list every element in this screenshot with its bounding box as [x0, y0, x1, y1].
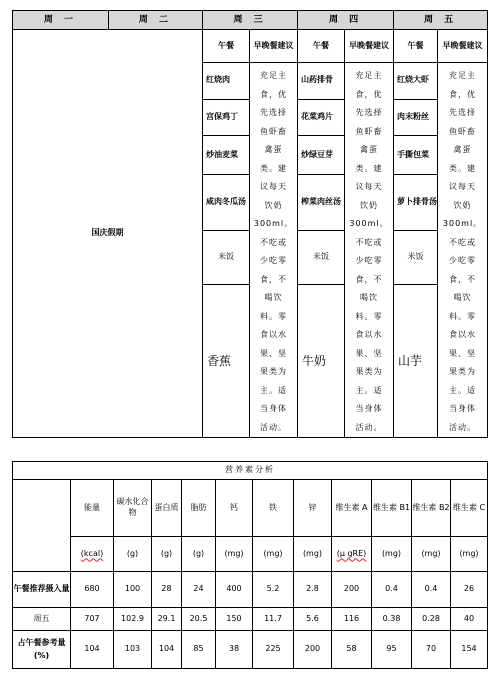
advice-line: 果类为 [260, 367, 287, 376]
fri-advice-header: 早晚餐建议 [438, 30, 488, 63]
nutrient-header-row [13, 480, 488, 537]
advice-line: 充足主 [449, 71, 477, 80]
value-cell: 154 [451, 631, 488, 669]
advice-line: 食，优 [260, 89, 287, 99]
nutrient-header: 维生素 C [451, 480, 488, 537]
advice-line: 禽蛋 [360, 145, 379, 154]
advice-line: 类。建 [355, 163, 383, 173]
thu-dish-3: 炒绿豆芽 [298, 136, 345, 175]
advice-line: 类。建 [260, 163, 287, 173]
advice-line: 果、坚 [260, 348, 287, 358]
value-cell: 102.9 [114, 608, 152, 631]
value-cell: 707 [71, 608, 114, 631]
nutrient-header: 铁 [253, 480, 294, 537]
nutrient-header: 维生素 A [332, 480, 372, 537]
advice-line: 主。适 [449, 385, 477, 395]
value-cell: 400 [216, 572, 253, 608]
value-cell: 5.2 [253, 572, 294, 608]
unit-cell: (g) [114, 537, 152, 572]
day-header-row [13, 11, 488, 30]
unit-cell: (kcal) [71, 537, 114, 572]
value-cell: 95 [372, 631, 412, 669]
value-cell: 29.1 [152, 608, 182, 631]
wed-dish-2: 宫保鸡丁 [203, 99, 250, 136]
value-cell: 58 [332, 631, 372, 669]
advice-line: 先选择 [355, 108, 383, 117]
thu-fruit: 牛奶 [298, 285, 345, 438]
advice-line: 食以水 [355, 330, 383, 339]
advice-line: 不吃或 [355, 237, 383, 247]
advice-line: 少吃零 [355, 256, 383, 265]
value-cell: 0.28 [412, 608, 451, 631]
day-header-fri: 周 五 [394, 11, 488, 30]
nutrient-header: 蛋白质 [152, 480, 182, 537]
value-cell: 200 [332, 572, 372, 608]
unit-cell: (mg) [294, 537, 332, 572]
day-header-tue: 周 二 [109, 11, 203, 30]
wed-advice-header: 早晚餐建议 [250, 30, 298, 63]
advice-line: 食，不 [355, 274, 383, 284]
nutrient-header: 能量 [71, 480, 114, 537]
value-cell: 103 [114, 631, 152, 669]
unit-cell: (mg) [412, 537, 451, 572]
value-cell: 0.38 [372, 608, 412, 631]
nutrient-header: 钙 [216, 480, 253, 537]
day-header-wed: 周 三 [203, 11, 298, 30]
unit-cell: (g) [152, 537, 182, 572]
advice-line: 禽蛋 [453, 145, 472, 154]
unit-row [13, 537, 488, 572]
advice-lines [438, 67, 487, 437]
nutrient-header: 维生素 B2 [412, 480, 451, 537]
thu-dish-1: 山药排骨 [298, 63, 345, 100]
value-cell: 26 [451, 572, 488, 608]
value-cell: 38 [216, 631, 253, 669]
fri-dish-1: 红烧大虾 [394, 63, 438, 100]
advice-line: 喝饮 [453, 293, 472, 302]
unit-cell: (g) [182, 537, 216, 572]
advice-line: 鱼虾畜 [260, 126, 287, 136]
thu-advice-header: 早晚餐建议 [345, 30, 394, 63]
data-row-recommended [13, 572, 488, 608]
fri-dish-4: 萝卜排骨汤 [394, 174, 438, 230]
advice-line: 少吃零 [449, 256, 477, 265]
advice-line: 果类为 [449, 367, 477, 376]
advice-line: 饮奶 [453, 200, 472, 210]
advice-line: 饮奶 [360, 200, 379, 210]
nutrient-header: 锌 [294, 480, 332, 537]
thu-lunch-header: 午餐 [298, 30, 345, 63]
advice-line: 鱼虾畜 [449, 126, 477, 136]
fri-lunch-header: 午餐 [394, 30, 438, 63]
advice-line: 300ml。 [442, 219, 483, 228]
advice-lines [250, 67, 297, 437]
wed-dish-4: 咸肉冬瓜汤 [203, 174, 250, 230]
advice-line: 禽蛋 [264, 145, 283, 154]
advice-line: 少吃零 [260, 256, 287, 265]
advice-line: 当身体 [355, 404, 383, 413]
unit-cell: (μ gRE) [332, 537, 372, 572]
value-cell: 85 [182, 631, 216, 669]
data-row-friday [13, 608, 488, 631]
day-header-mon: 周 一 [13, 11, 109, 30]
advice-line: 议每天 [449, 182, 477, 191]
thu-staple: 米饭 [298, 231, 345, 285]
value-cell: 100 [114, 572, 152, 608]
column-header-row [13, 30, 488, 63]
nutrient-header: 维生素 B1 [372, 480, 412, 537]
wed-fruit: 香蕉 [203, 285, 250, 438]
value-cell: 116 [332, 608, 372, 631]
advice-line: 食，优 [449, 89, 477, 99]
value-cell: 5.6 [294, 608, 332, 631]
value-cell: 28 [152, 572, 182, 608]
advice-line: 饮奶 [264, 200, 283, 210]
fri-dish-2: 肉末粉丝 [394, 99, 438, 136]
wed-dish-1: 红烧肉 [203, 63, 250, 100]
advice-line: 300ml。 [349, 219, 389, 228]
value-cell: 0.4 [412, 572, 451, 608]
nutrition-analysis-table [12, 461, 488, 669]
advice-line: 食，优 [355, 89, 383, 99]
advice-line: 不吃或 [449, 237, 477, 247]
advice-line: 当身体 [449, 404, 477, 413]
unit-cell: (mg) [216, 537, 253, 572]
wed-lunch-header: 午餐 [203, 30, 250, 63]
advice-line: 活动。 [355, 422, 383, 432]
nutrition-title: 营养素分析 [13, 462, 488, 480]
advice-line: 充足主 [260, 71, 287, 80]
thu-advice-text [345, 63, 394, 438]
advice-line: 当身体 [260, 404, 287, 413]
wed-advice-text [250, 63, 298, 438]
value-cell: 11.7 [253, 608, 294, 631]
thu-dish-4: 榨菜肉丝汤 [298, 174, 345, 230]
advice-line: 料。零 [449, 311, 477, 321]
fri-advice-text [438, 63, 488, 438]
row-label: 周五 [13, 608, 71, 631]
wed-staple: 米饭 [203, 231, 250, 285]
advice-line: 议每天 [355, 182, 383, 191]
fri-fruit: 山芋 [394, 285, 438, 438]
advice-line: 料。零 [355, 311, 383, 321]
row-label: 占午餐参考量(%) [13, 631, 71, 669]
wed-dish-3: 炒油麦菜 [203, 136, 250, 175]
unit-cell: (mg) [451, 537, 488, 572]
value-cell: 104 [152, 631, 182, 669]
value-cell: 24 [182, 572, 216, 608]
fri-dish-3: 手撕包菜 [394, 136, 438, 175]
nutrient-header: 脂肪 [182, 480, 216, 537]
advice-line: 果、坚 [355, 348, 383, 358]
advice-line: 活动。 [449, 422, 477, 432]
nutrition-title-row [13, 462, 488, 480]
advice-line: 不吃或 [260, 237, 287, 247]
advice-line: 果、坚 [449, 348, 477, 358]
value-cell: 680 [71, 572, 114, 608]
unit-cell: (mg) [372, 537, 412, 572]
data-row-percent [13, 631, 488, 669]
advice-line: 类。建 [449, 163, 477, 173]
unit-cell: (mg) [253, 537, 294, 572]
thu-dish-2: 花菜鸡片 [298, 99, 345, 136]
value-cell: 70 [412, 631, 451, 669]
advice-line: 食，不 [449, 274, 477, 284]
advice-lines [345, 67, 393, 437]
advice-line: 主。适 [355, 385, 383, 395]
value-cell: 200 [294, 631, 332, 669]
advice-line: 食以水 [260, 330, 287, 339]
advice-line: 300ml。 [253, 219, 294, 228]
value-cell: 225 [253, 631, 294, 669]
advice-line: 果类为 [355, 367, 383, 376]
advice-line: 活动。 [260, 422, 287, 432]
advice-line: 先选择 [260, 108, 287, 117]
advice-line: 鱼虾畜 [355, 126, 383, 136]
advice-line: 喝饮 [360, 293, 379, 302]
advice-line: 食，不 [260, 274, 287, 284]
value-cell: 150 [216, 608, 253, 631]
value-cell: 40 [451, 608, 488, 631]
nutrient-header: 碳水化合物 [114, 480, 152, 537]
advice-line: 议每天 [260, 182, 287, 191]
day-header-thu: 周 四 [298, 11, 394, 30]
fri-staple: 米饭 [394, 231, 438, 285]
advice-line: 喝饮 [264, 293, 283, 302]
advice-line: 料。零 [260, 311, 287, 321]
advice-line: 充足主 [355, 71, 383, 80]
value-cell: 2.8 [294, 572, 332, 608]
advice-line: 食以水 [449, 330, 477, 339]
advice-line: 先选择 [449, 108, 477, 117]
holiday-cell: 国庆假期 [13, 30, 203, 438]
weekly-menu-table [12, 10, 488, 438]
value-cell: 0.4 [372, 572, 412, 608]
value-cell: 20.5 [182, 608, 216, 631]
advice-line: 主。适 [260, 385, 287, 395]
value-cell: 104 [71, 631, 114, 669]
row-label: 午餐推荐摄入量 [13, 572, 71, 608]
header-blank-cell [13, 480, 71, 572]
